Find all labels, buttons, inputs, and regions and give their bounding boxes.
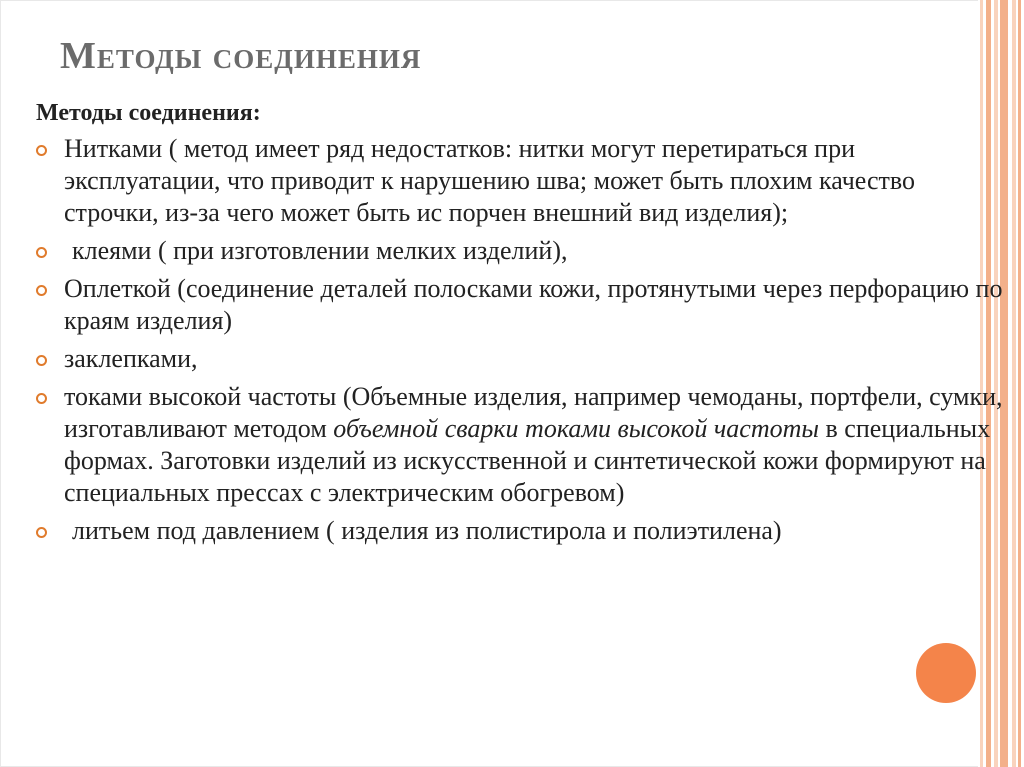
bullet-item-glue bbox=[36, 235, 1016, 267]
bullet-text: Нитками ( метод имеет ряд недостатков: нитки могут перетираться при эксплуатации, что приводит к нарушению шва; может быть плохим качество строчки, из-за чего может быть ис порчен внешний вид изделия); bbox=[64, 134, 915, 227]
decorative-circle-icon bbox=[916, 643, 976, 703]
bullet-list bbox=[36, 133, 1016, 547]
bullet-item-threads bbox=[36, 133, 1016, 229]
bullet-text: клеями ( при изготовлении мелких изделий), bbox=[72, 236, 568, 265]
bullet-text-part: токами высокой частоты (Объемные изделия, например чемоданы, портфели, сумки, изготавливают методом bbox=[64, 382, 1003, 443]
bullet-item-rivets bbox=[36, 343, 1016, 375]
slide-subtitle: Методы соединения: bbox=[36, 100, 261, 126]
bullet-circle-icon bbox=[36, 285, 47, 296]
bullet-circle-icon bbox=[36, 355, 47, 366]
stripe bbox=[1018, 0, 1021, 767]
bullet-circle-icon bbox=[36, 393, 47, 404]
bullet-text-italic: объемной сварки токами высокой частоты bbox=[333, 414, 820, 443]
bullet-circle-icon bbox=[36, 247, 47, 258]
bullet-text: заклепками, bbox=[64, 344, 198, 373]
bullet-circle-icon bbox=[36, 527, 47, 538]
slide-title: Методы соединения bbox=[60, 35, 422, 77]
bullet-text: литьем под давлением ( изделия из полистирола и полиэтилена) bbox=[72, 516, 782, 545]
bullet-circle-icon bbox=[36, 145, 47, 156]
bullet-item-injection bbox=[36, 515, 1016, 547]
bullet-text-part: в специальных формах. Заготовки изделий из искусственной и синтетической кожи формируют на специальных прессах с электрическим обогревом) bbox=[64, 414, 991, 507]
bullet-item-hf-welding bbox=[36, 381, 1016, 509]
bullet-item-braiding bbox=[36, 273, 1016, 337]
bullet-text bbox=[64, 381, 1016, 509]
slide-content bbox=[36, 100, 1016, 553]
bullet-text: Оплеткой (соединение деталей полосками кожи, протянутыми через перфорацию по краям изделия) bbox=[64, 274, 1003, 335]
